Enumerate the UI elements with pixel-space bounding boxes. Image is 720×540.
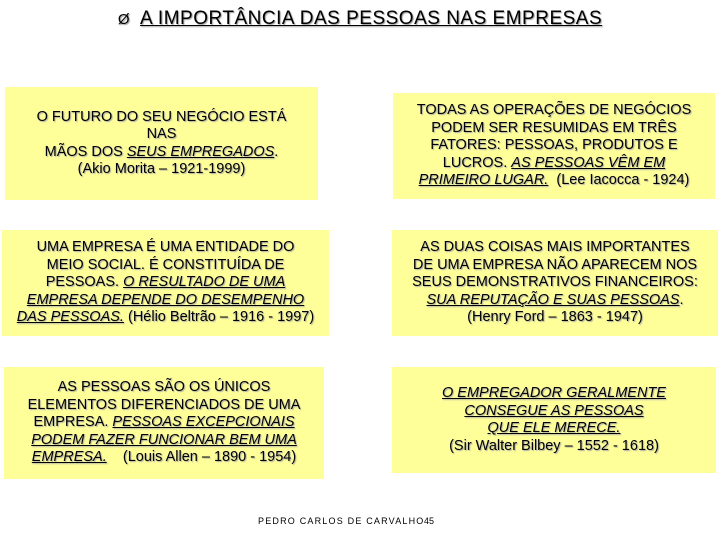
quote-emphasis: AS PESSOAS VÊM EM xyxy=(511,154,666,171)
quote-box-helio-beltrao xyxy=(2,230,329,336)
quote-line xyxy=(443,155,665,173)
quote-author: (Louis Allen – 1890 - 1954) xyxy=(122,449,297,466)
quote-text: PESSOAS. xyxy=(45,274,124,291)
quote-line xyxy=(33,414,294,432)
quote-author: (Lee Iacocca - 1924) xyxy=(556,172,690,189)
quote-line: NAS xyxy=(146,126,177,142)
quote-emphasis: PODEM FAZER FUNCIONAR BEM UMA xyxy=(31,431,297,448)
quote-text: . xyxy=(274,143,279,160)
quote-line xyxy=(488,420,621,438)
quote-emphasis: PESSOAS EXCEPCIONAIS xyxy=(112,414,295,431)
quote-line: TODAS AS OPERAÇÕES DE NEGÓCIOS xyxy=(416,102,692,119)
quote-line xyxy=(45,144,279,162)
quote-author: (Henry Ford – 1863 - 1947) xyxy=(467,309,643,326)
quote-line: FATORES: PESSOAS, PRODUTOS E xyxy=(430,137,678,154)
quote-emphasis: SEUS EMPREGADOS xyxy=(126,143,275,160)
page-number: 45 xyxy=(424,516,435,526)
quote-emphasis: SUA REPUTAÇÃO E SUAS PESSOAS xyxy=(426,291,680,308)
quote-author: (Akio Morita – 1921-1999) xyxy=(77,161,246,177)
quote-emphasis: PRIMEIRO LUGAR. xyxy=(418,172,549,189)
quote-line xyxy=(32,449,296,467)
quote-emphasis: O RESULTADO DE UMA xyxy=(123,274,286,291)
quote-line: AS PESSOAS SÃO OS ÚNICOS xyxy=(57,379,271,396)
quote-line xyxy=(426,292,683,310)
quote-line: DE UMA EMPRESA NÃO APARECEM NOS xyxy=(412,256,698,273)
quote-line: ELEMENTOS DIFERENCIADOS DE UMA xyxy=(27,396,301,413)
quote-emphasis: EMPRESA DEPENDE DO DESEMPENHO xyxy=(26,291,305,308)
quote-line: SEUS DEMONSTRATIVOS FINANCEIROS: xyxy=(412,274,698,291)
quote-emphasis: DAS PESSOAS. xyxy=(16,309,124,326)
quote-line xyxy=(464,403,643,421)
arrow-bullet-icon: Ø xyxy=(117,11,131,28)
quote-line: AS DUAS COISAS MAIS IMPORTANTES xyxy=(420,239,690,256)
quote-text: . xyxy=(679,291,684,308)
slide-title xyxy=(0,8,720,30)
quote-box-akio-morita xyxy=(5,87,318,200)
title-text: A IMPORTÂNCIA DAS PESSOAS NAS EMPRESAS xyxy=(140,8,603,29)
quote-line: PODEM SER RESUMIDAS EM TRÊS xyxy=(431,119,677,136)
quote-line xyxy=(419,172,690,190)
quote-line xyxy=(27,292,304,310)
quote-box-henry-ford xyxy=(392,230,718,336)
quote-line: O FUTURO DO SEU NEGÓCIO ESTÁ xyxy=(36,108,287,125)
quote-emphasis: CONSEGUE AS PESSOAS xyxy=(464,402,644,419)
quote-author: (Sir Walter Bilbey – 1552 - 1618) xyxy=(449,437,659,454)
quote-author: (Hélio Beltrão – 1916 - 1997) xyxy=(128,309,315,326)
quote-line: MEIO SOCIAL. É CONSTITUÍDA DE xyxy=(46,256,285,273)
quote-text: EMPRESA. xyxy=(33,414,113,431)
quote-line xyxy=(46,274,286,292)
quote-emphasis: QUE ELE MERECE. xyxy=(487,420,621,436)
footer-author: PEDRO CARLOS DE CARVALHO xyxy=(258,516,425,526)
quote-line: UMA EMPRESA É UMA ENTIDADE DO xyxy=(36,239,295,256)
quote-line xyxy=(17,309,314,327)
quote-box-walter-bilbey xyxy=(392,367,716,473)
quote-text: LUCROS. xyxy=(442,154,512,171)
quote-emphasis: EMPRESA. xyxy=(31,449,107,466)
quote-emphasis: O EMPREGADOR GERALMENTE xyxy=(442,385,666,401)
quote-text: MÃOS DOS xyxy=(44,143,127,160)
quote-box-lee-iacocca xyxy=(393,93,715,199)
quote-box-louis-allen xyxy=(4,367,324,479)
quote-line xyxy=(442,385,666,403)
quote-line xyxy=(31,432,297,450)
